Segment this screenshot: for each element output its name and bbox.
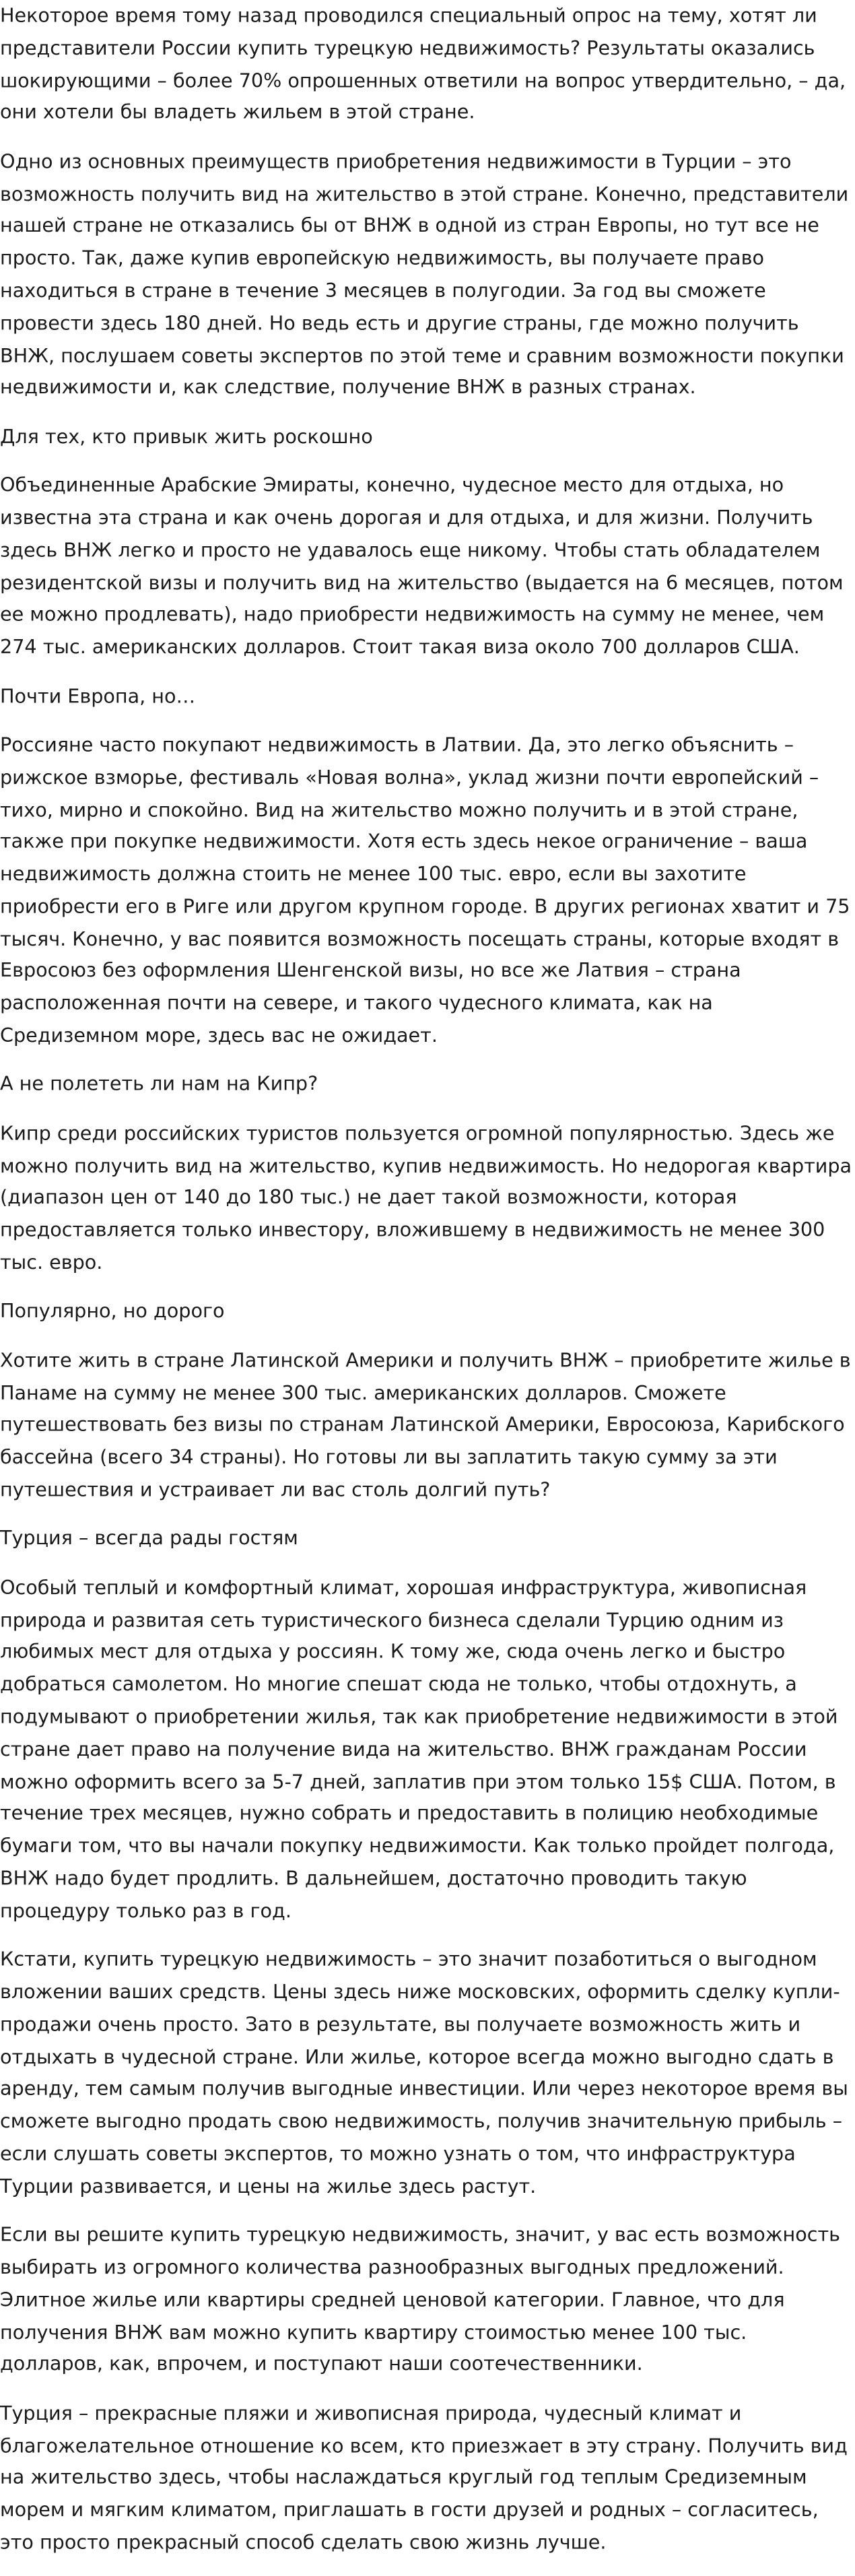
- paragraph-turkey-conclusion: Турция – прекрасные пляжи и живописная природа, чудесный климат и благожелательное отношение ко всем, кто приезжает в эту страну. Получить вид на жительство здесь, чтобы наслаждаться круглый год теплым Средиземным морем и мягким климатом, приглашать в гости друзей и родных – согласитесь, это просто прекрасный способ сделать свою жизнь лучше.: [0, 2400, 848, 2554]
- paragraph-turkey-investment: Кстати, купить турецкую недвижимость – это значит позаботиться о выгодном вложении ваших средств. Цены здесь ниже московских, оформить сделку купли-продажи очень просто. Зато в результате, вы получаете возможность жить и отдыхать в чудесной стране. Или жилье, которое всегда можно выгодно сдать в аренду, тем самым получив выгодные инвестиции. Или через некоторое время вы сможете выгодно продать свою недвижимость, получив значительную прибыль – если слушать советы экспертов, то можно узнать о том, что инфраструктура Турции развивается, и цены на жилье здесь растут.: [0, 1947, 848, 2198]
- heading-turkey-guests: Турция – всегда рады гостям: [0, 1526, 298, 1550]
- paragraph-turkey-choice: Если вы решите купить турецкую недвижимость, значит, у вас есть возможность выбирать из огромного количества разнообразных выгодных предложений. Элитное жилье или квартиры средней ценовой категории. Главное, что для получения ВНЖ вам можно купить квартиру стоимостью менее 100 тыс. долларов, как, впрочем, и поступают наши соотечественники.: [0, 2222, 840, 2375]
- paragraph-intro-survey: Некоторое время тому назад проводился специальный опрос на тему, хотят ли представители России купить турецкую недвижимость? Результаты оказались шокирующими – более 70% опрошенных ответили на вопрос утвердительно, – да, они хотели бы владеть жильем в этой стране.: [0, 3, 846, 124]
- paragraph-cyprus: Кипр среди российских туристов пользуется огромной популярностью. Здесь же можно получить вид на жительство, купив недвижимость. Но недорогая квартира (диапазон цен от 140 до 180 тыс.) не дает такой возможности, которая предоставляется только инвестору, вложившему в недвижимость не менее 300 тыс. евро.: [0, 1121, 852, 1274]
- heading-cyprus: А не полететь ли нам на Кипр?: [0, 1072, 318, 1096]
- paragraph-latvia: Россияне часто покупают недвижимость в Латвии. Да, это легко объяснить – рижское взморье, фестиваль «Новая волна», уклад жизни почти европейский –тихо, мирно и спокойно. Вид на жительство можно получить и в этой стране, также при покупке недвижимости. Хотя есть здесь некое ограничение – ваша недвижимость должна стоить не менее 100 тыс. евро, если вы захотите приобрести его в Риге или другом крупном городе. В других регионах хватит и 75 тысяч. Конечно, у вас появится возможность посещать страны, которые входят в Евросоюз без оформления Шенгенской визы, но все же Латвия – страна расположенная почти на севере, и такого чудесного климата, как на Средиземном море, здесь вас не ожидает.: [0, 732, 850, 1047]
- paragraph-panama: Хотите жить в стране Латинской Америки и получить ВНЖ – приобретите жилье в Панаме на сумму не менее 300 тыс. американских долларов. Сможете путешествовать без визы по странам Латинской Америки, Евросоюза, Карибского бассейна (всего 34 страны). Но готовы ли вы заплатить такую сумму за эти путешествия и устраивает ли вас столь долгий путь?: [0, 1348, 851, 1501]
- heading-almost-europe: Почти Европа, но…: [0, 683, 196, 707]
- heading-popular-expensive: Популярно, но дорого: [0, 1299, 225, 1323]
- heading-luxury-living: Для тех, кто привык жить роскошно: [0, 424, 373, 448]
- paragraph-uae: Объединенные Арабские Эмираты, конечно, чудесное место для отдыха, но известна эта страна и как очень дорогая и для отдыха, и для жизни. Получить здесь ВНЖ легко и просто не удавалось еще никому. Чтобы стать обладателем резидентской визы и получить вид на жительство (выдается на 6 месяцев, потом ее можно продлевать), надо приобрести недвижимость на сумму не менее, чем 274 тыс. американских долларов. Стоит такая виза около 700 долларов США.: [0, 473, 844, 659]
- paragraph-residence-permit-advantage: Одно из основных преимуществ приобретения недвижимости в Турции – это возможность получить вид на жительство в этой стране. Конечно, представители нашей стране не отказались бы от ВНЖ в одной из стран Европы, но тут все не просто. Так, даже купив европейскую недвижимость, вы получаете право находиться в стране в течение 3 месяцев в полугодии. За год вы сможете провести здесь 180 дней. Но ведь есть и другие страны, где можно получить ВНЖ, послушаем советы экспертов по этой теме и сравним возможности покупки недвижимости и, как следствие, получение ВНЖ в разных странах.: [0, 149, 849, 399]
- paragraph-turkey-climate: Особый теплый и комфортный климат, хорошая инфраструктура, живописная природа и развитая сеть туристического бизнеса сделали Турцию одним из любимых мест для отдыха у россиян. К тому же, сюда очень легко и быстро добраться самолетом. Но многие спешат сюда не только, чтобы отдохнуть, а подумывают о приобретении жилья, так как приобретение недвижимости в этой стране дает право на получение вида на жительство. ВНЖ гражданам России можно оформить всего за 5-7 дней, заплатив при этом только 15$ США. Потом, в течение трех месяцев, нужно собрать и предоставить в полицию необходимые бумаги том, что вы начали покупку недвижимости. Как только пройдет полгода, ВНЖ надо будет продлить. В дальнейшем, достаточно проводить такую процедуру только раз в год.: [0, 1575, 838, 1922]
